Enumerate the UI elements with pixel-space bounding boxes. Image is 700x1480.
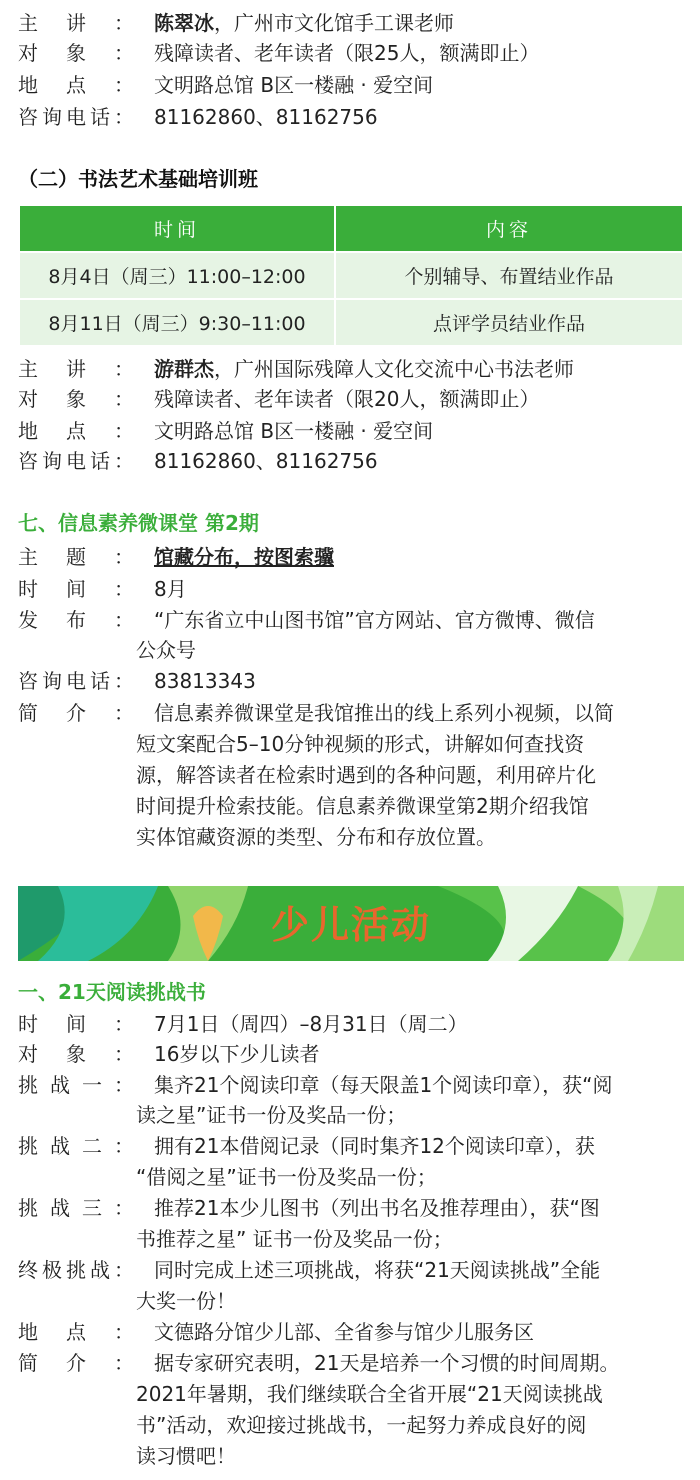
info-time: 8月: [154, 577, 187, 601]
calligraphy-phone-row: [18, 446, 378, 476]
kids-intro-line: 书”活动，欢迎接过挑战书，一起努力养成良好的阅: [136, 1413, 587, 1437]
kids-challenge3-row: [18, 1193, 600, 1223]
calligraphy-schedule-table: [18, 204, 684, 347]
kids-challenge2-line: 拥有21本借阅记录（同时集齐12个阅读印章），获: [154, 1134, 595, 1158]
info-publish-row: [18, 605, 595, 635]
table-header-time: 时间: [19, 205, 335, 252]
kids-time-label: 时间：: [18, 1012, 134, 1036]
kids-location-row: [18, 1317, 534, 1347]
kids-challenge3-line: 推荐21本少儿图书（列出书名及推荐理由），获“图: [154, 1196, 600, 1220]
kids-intro-label: 简介：: [18, 1351, 134, 1375]
info-time-label: 时间：: [18, 577, 134, 601]
info-publish-label: 发布：: [18, 608, 134, 632]
kids-reading-heading: 一、21天阅读挑战书: [18, 980, 206, 1004]
kids-time: 7月1日（周四）–8月31日（周二）: [154, 1012, 468, 1036]
kids-time-row: [18, 1009, 468, 1039]
handcraft-lecturer-label: 主讲：: [18, 11, 134, 35]
kids-challenge1-row: [18, 1070, 613, 1100]
kids-challenge1-line: 读之星”证书一份及奖品一份；: [136, 1103, 407, 1127]
kids-audience-label: 对象：: [18, 1042, 134, 1066]
handcraft-phone-row: [18, 102, 378, 132]
handcraft-audience: 残障读者、老年读者（限25人，额满即止）: [154, 41, 540, 65]
info-phone-row: [18, 666, 256, 696]
info-phone: 83813343: [154, 669, 256, 693]
handcraft-audience-row: [18, 38, 540, 68]
calligraphy-lecturer-row: [18, 354, 574, 384]
handcraft-location-label: 地点：: [18, 73, 134, 97]
handcraft-location: 文明路总馆 B区一楼融 · 爱空间: [154, 73, 434, 97]
handcraft-audience-label: 对象：: [18, 41, 134, 65]
table-header-row: [19, 205, 683, 252]
table-cell-time: 8月11日（周三）9:30–11:00: [19, 299, 335, 346]
kids-audience: 16岁以下少儿读者: [154, 1042, 320, 1066]
info-phone-label: 咨询电话：: [18, 669, 134, 693]
calligraphy-heading: （二）书法艺术基础培训班: [18, 167, 258, 191]
kids-intro-line: 据专家研究表明，21天是培养一个习惯的时间周期。: [154, 1351, 620, 1375]
info-publish-line2: 公众号: [136, 638, 196, 662]
info-topic: 馆藏分布，按图索骥: [154, 545, 334, 569]
table-header-content: 内容: [335, 205, 683, 252]
calligraphy-audience-label: 对象：: [18, 387, 134, 411]
calligraphy-phone: 81162860、81162756: [154, 449, 378, 473]
info-intro-line: 信息素养微课堂是我馆推出的线上系列小视频，以简: [154, 701, 614, 725]
calligraphy-lecturer-label: 主讲：: [18, 357, 134, 381]
info-time-row: [18, 574, 187, 604]
info-topic-label: 主题：: [18, 545, 134, 569]
table-row: [19, 252, 683, 299]
calligraphy-location-row: [18, 416, 434, 446]
kids-challenge3-label: 挑战三：: [18, 1196, 134, 1220]
calligraphy-phone-label: 咨询电话：: [18, 449, 134, 473]
info-intro-line: 实体馆藏资源的类型、分布和存放位置。: [136, 825, 496, 849]
kids-final-row: [18, 1255, 601, 1285]
kids-challenge1-label: 挑战一：: [18, 1073, 134, 1097]
kids-challenge3-line: 书推荐之星” 证书一份及奖品一份；: [136, 1227, 453, 1251]
handcraft-lecturer-name: 陈翠冰: [154, 11, 214, 35]
handcraft-phone: 81162860、81162756: [154, 105, 378, 129]
kids-final-line: 大奖一份！: [136, 1289, 236, 1313]
kids-final-line: 同时完成上述三项挑战，将获“21天阅读挑战”全能: [154, 1258, 601, 1282]
banner-title: 少儿活动: [270, 903, 431, 947]
kids-activities-banner: [18, 886, 684, 961]
calligraphy-audience: 残障读者、老年读者（限20人，额满即止）: [154, 387, 540, 411]
info-intro-row: [18, 698, 614, 728]
kids-challenge2-label: 挑战二：: [18, 1134, 134, 1158]
handcraft-lecturer-desc: ，广州市文化馆手工课老师: [214, 11, 454, 35]
kids-intro-line: 读习惯吧！: [136, 1444, 236, 1468]
handcraft-location-row: [18, 70, 434, 100]
info-topic-row: [18, 542, 334, 572]
table-cell-content: 点评学员结业作品: [335, 299, 683, 346]
calligraphy-location-label: 地点：: [18, 419, 134, 443]
info-literacy-heading: 七、信息素养微课堂 第2期: [18, 511, 259, 535]
kids-intro-row: [18, 1348, 620, 1378]
kids-final-label: 终极挑战：: [18, 1258, 134, 1282]
table-row: [19, 299, 683, 346]
handcraft-phone-label: 咨询电话：: [18, 105, 134, 129]
kids-location: 文德路分馆少儿部、全省参与馆少儿服务区: [154, 1320, 534, 1344]
info-publish-line1: “广东省立中山图书馆”官方网站、官方微博、微信: [154, 608, 595, 632]
info-intro-line: 源，解答读者在检索时遇到的各种问题，利用碎片化: [136, 763, 596, 787]
calligraphy-location: 文明路总馆 B区一楼融 · 爱空间: [154, 419, 434, 443]
kids-location-label: 地点：: [18, 1320, 134, 1344]
table-cell-time: 8月4日（周三）11:00–12:00: [19, 252, 335, 299]
info-intro-label: 简介：: [18, 701, 134, 725]
calligraphy-audience-row: [18, 384, 540, 414]
kids-challenge1-line: 集齐21个阅读印章（每天限盖1个阅读印章），获“阅: [154, 1073, 613, 1097]
info-intro-line: 短文案配合5–10分钟视频的形式，讲解如何查找资: [136, 732, 585, 756]
kids-challenge2-line: “借阅之星”证书一份及奖品一份；: [136, 1165, 437, 1189]
handcraft-lecturer-row: [18, 8, 454, 38]
kids-intro-line: 2021年暑期，我们继续联合全省开展“21天阅读挑战: [136, 1382, 603, 1406]
table-cell-content: 个别辅导、布置结业作品: [335, 252, 683, 299]
calligraphy-lecturer-desc: ，广州国际残障人文化交流中心书法老师: [214, 357, 574, 381]
calligraphy-lecturer-name: 游群杰: [154, 357, 214, 381]
info-intro-line: 时间提升检索技能。信息素养微课堂第2期介绍我馆: [136, 794, 589, 818]
kids-challenge2-row: [18, 1131, 595, 1161]
kids-audience-row: [18, 1039, 320, 1069]
